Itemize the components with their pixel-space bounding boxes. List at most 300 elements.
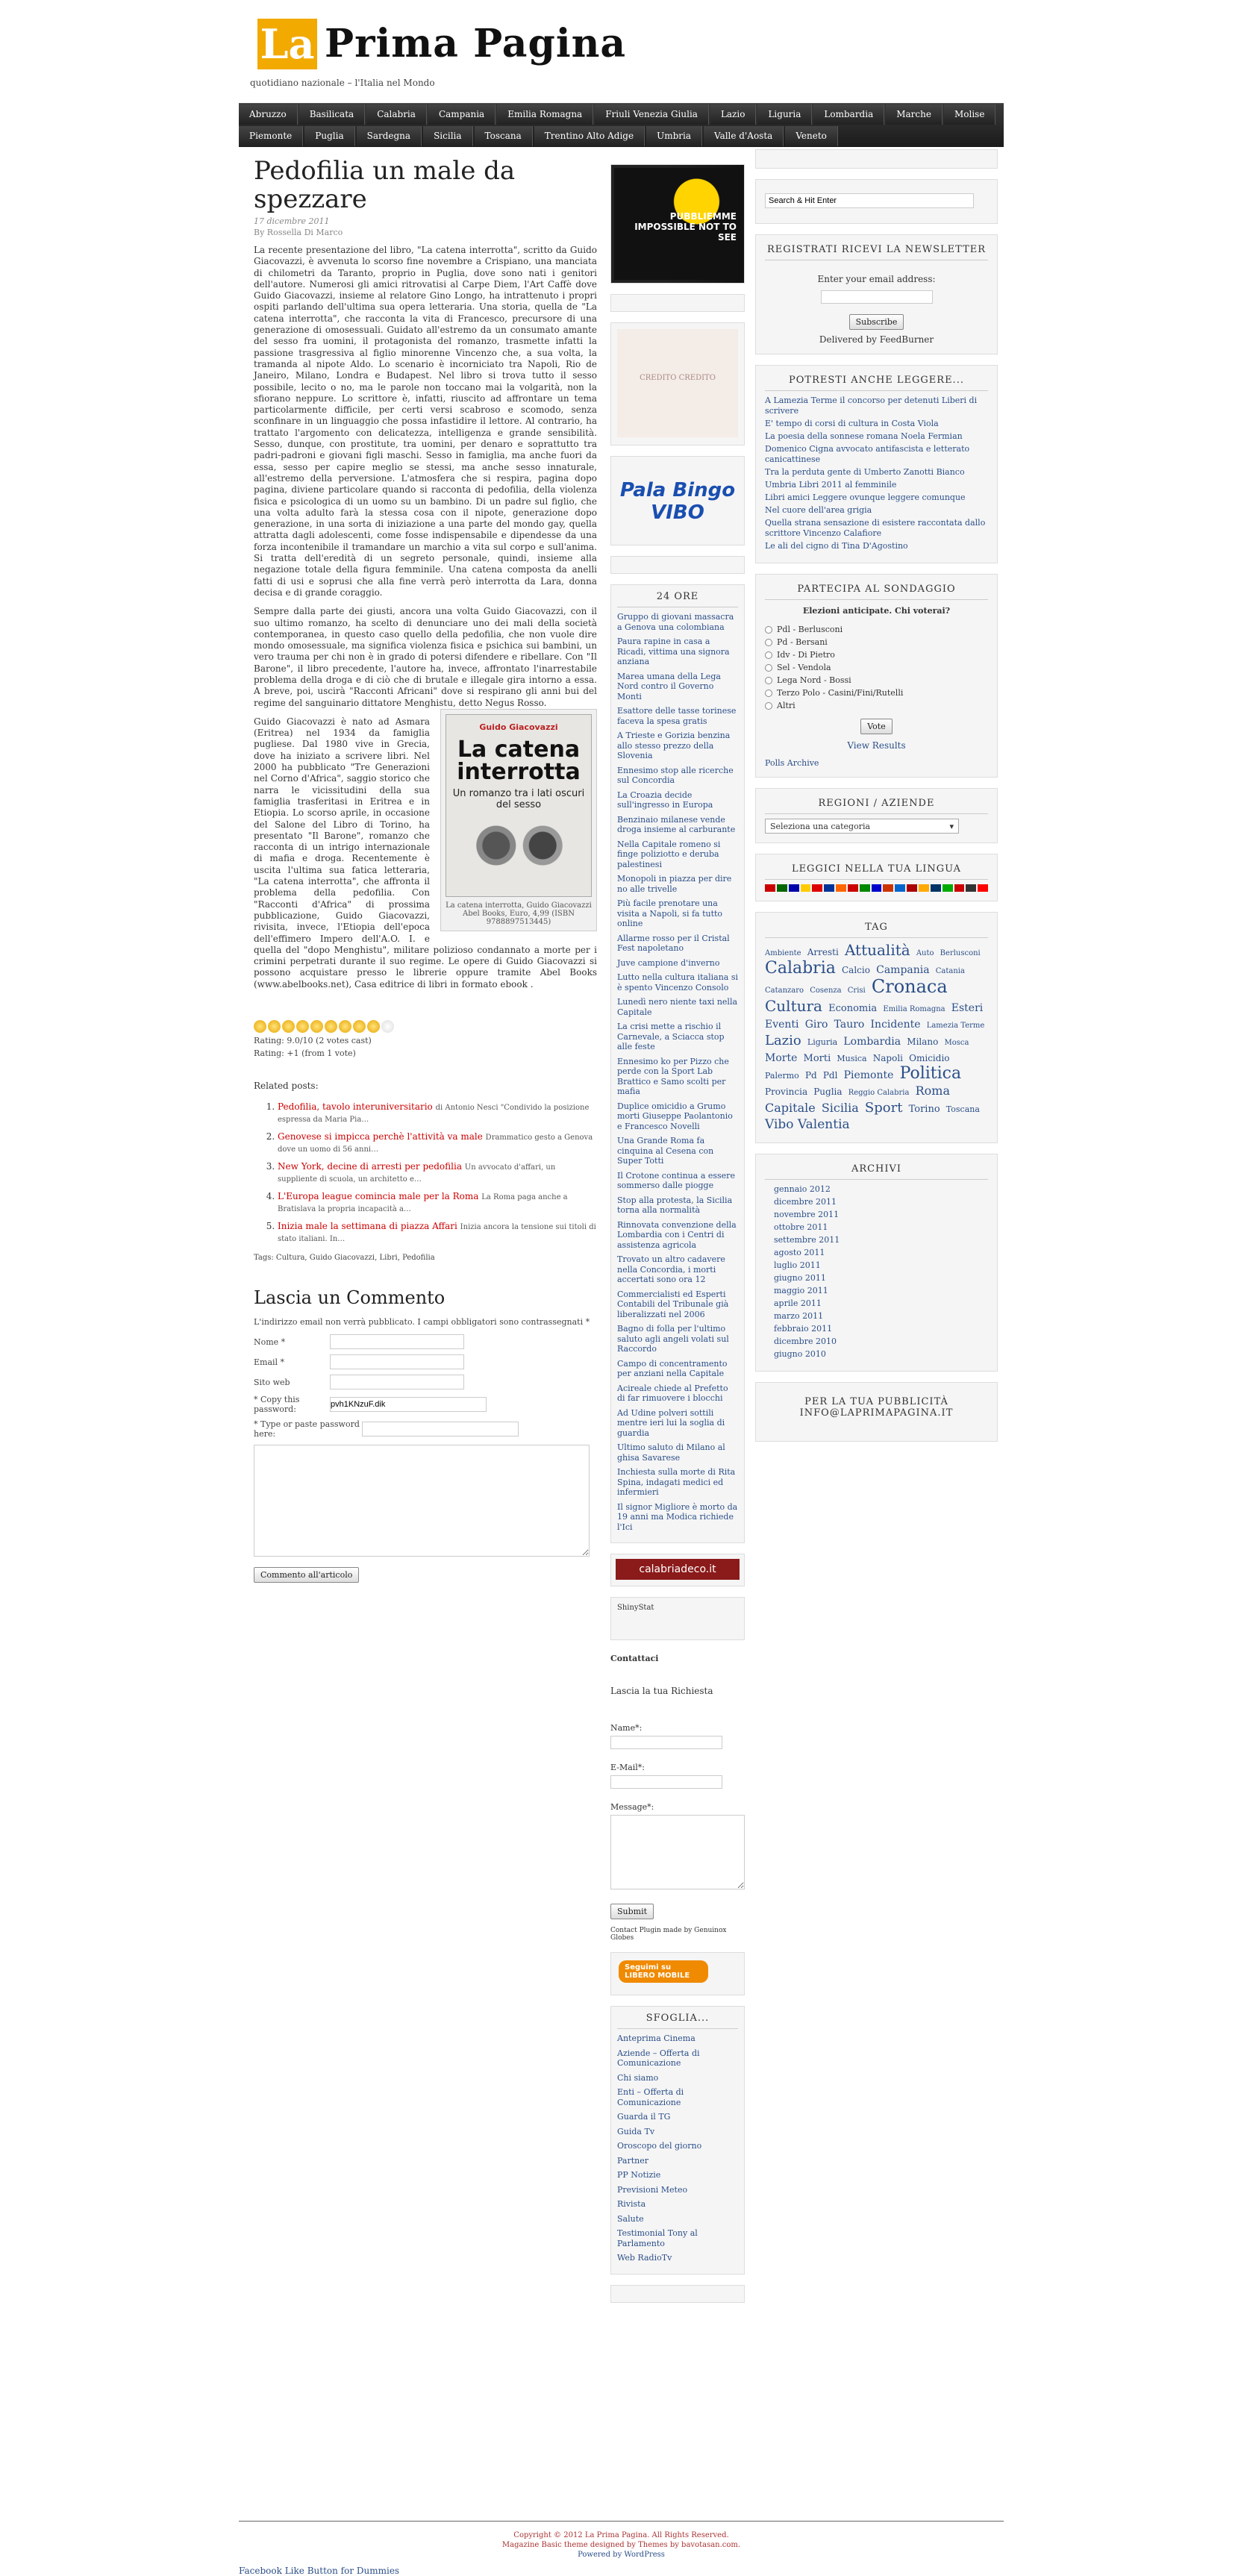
poll-option[interactable] (765, 688, 988, 698)
newsletter-title: REGISTRATI RICEVI LA NEWSLETTER (765, 244, 988, 260)
more-link[interactable]: Quella strana sensazione di esistere raccontata dallo scrittore Vincenzo Calafiore (765, 518, 986, 538)
tag-link[interactable]: Pd (804, 1070, 817, 1081)
news-item (617, 612, 738, 632)
news-link[interactable]: Trovato un altro cadavere nella Concordia, i morti accertati sono ora 12 (617, 1254, 725, 1284)
news-link[interactable]: Allarme rosso per il Cristal Fest napoletano (617, 933, 730, 953)
nav-item[interactable]: Lazio (710, 104, 757, 125)
news-link[interactable]: Esattore delle tasse torinese faceva la spesa gratis (617, 706, 737, 726)
book-cover-image (446, 714, 592, 897)
poll-option[interactable] (765, 637, 988, 648)
regions-select[interactable] (765, 819, 959, 834)
news-item (617, 934, 738, 954)
nav-item[interactable]: Valle d'Aosta (704, 126, 784, 146)
archive-link[interactable]: giugno 2011 (774, 1273, 826, 1283)
tag-link[interactable]: Palermo (765, 1071, 799, 1081)
news-item (617, 1467, 738, 1498)
flag-icon[interactable] (954, 884, 965, 892)
tag-link[interactable]: Berlusconi (940, 949, 981, 957)
language-widget (755, 854, 998, 901)
nav-item[interactable]: Friuli Venezia Giulia (595, 104, 709, 125)
search-input[interactable] (765, 193, 974, 208)
flag-icon[interactable] (931, 884, 941, 892)
tag-link[interactable]: Morte (765, 1052, 798, 1064)
related-item (278, 1161, 597, 1185)
more-item (765, 444, 988, 465)
more-item (765, 541, 988, 551)
tag-link[interactable]: Calcio (842, 965, 870, 975)
more-link[interactable]: Libri amici Leggere ovunque leggere comunque (765, 493, 966, 502)
news-link[interactable]: Stop alla protesta, la Sicilia torna alla normalità (617, 1195, 733, 1215)
shinystat-counter[interactable] (610, 1597, 745, 1640)
flag-icon[interactable] (777, 884, 787, 892)
browse-item (617, 2199, 738, 2210)
archive-link[interactable]: maggio 2011 (774, 1286, 828, 1295)
news-item (617, 997, 738, 1017)
tag-link[interactable]: Campania (876, 964, 930, 976)
flag-icon[interactable] (848, 884, 858, 892)
news-item (617, 1384, 738, 1404)
news-item (617, 1195, 738, 1216)
tag-link[interactable]: Cosenza (810, 987, 842, 995)
flag-icon[interactable] (872, 884, 882, 892)
star-icon[interactable] (339, 1020, 351, 1033)
flag-icon[interactable] (978, 884, 988, 892)
browse-link[interactable]: Testimonial Tony al Parlamento (617, 2228, 698, 2248)
star-icon[interactable] (296, 1020, 309, 1033)
name-input[interactable] (330, 1334, 464, 1349)
news-link[interactable]: Monopoli in piazza per dire no alle trivelle (617, 874, 732, 894)
poll-option[interactable] (765, 701, 988, 711)
contact-email-input[interactable] (610, 1775, 722, 1789)
tag-link[interactable]: Milano (907, 1037, 939, 1047)
archive-link[interactable]: gennaio 2012 (774, 1184, 831, 1194)
news-link[interactable]: A Trieste e Gorizia benzina allo stesso prezzo della Slovenia (617, 731, 731, 760)
browse-link[interactable]: PP Notizie (617, 2170, 661, 2180)
nav-item[interactable]: Umbria (646, 126, 702, 146)
tag-link[interactable]: Emilia Romagna (883, 1005, 945, 1013)
related-excerpt: Un avvocato d'affari, un suppliente di scuola, un architetto e… (278, 1163, 556, 1184)
more-link[interactable]: Tra la perduta gente di Umberto Zanotti Bianco (765, 467, 965, 477)
browse-link[interactable]: Guida Tv (617, 2126, 655, 2136)
flag-icon[interactable] (895, 884, 905, 892)
archive-link[interactable]: febbraio 2011 (774, 1324, 833, 1334)
related-item (278, 1101, 597, 1125)
site-logo[interactable] (257, 19, 626, 71)
related-link[interactable]: L'Europa league comincia male per la Roma (278, 1191, 479, 1201)
archive-item (774, 1210, 988, 1220)
browse-item (617, 2112, 738, 2122)
archive-link[interactable]: luglio 2011 (774, 1260, 821, 1270)
browse-item (617, 2087, 738, 2107)
archive-item (774, 1248, 988, 1258)
flag-icon[interactable] (801, 884, 811, 892)
nav-item[interactable]: Trentino Alto Adige (534, 126, 645, 146)
tag-link[interactable]: Eventi (765, 1019, 799, 1031)
archive-item (774, 1324, 988, 1334)
browse-link[interactable]: Oroscopo del giorno (617, 2141, 702, 2151)
footer (239, 2521, 1004, 2560)
browse-link[interactable]: Guarda il TG (617, 2112, 671, 2122)
poll-title: PARTECIPA AL SONDAGGIO (765, 584, 988, 600)
archive-item (774, 1235, 988, 1245)
nav-item[interactable]: Veneto (785, 126, 838, 146)
tag-link[interactable]: Arresti (807, 947, 839, 957)
submit-comment-button[interactable]: Commento all'articolo (254, 1567, 359, 1583)
right-sidebar (755, 149, 998, 1452)
more-link[interactable]: Umbria Libri 2011 al femminile (765, 480, 897, 490)
ad-calabriadeco[interactable] (610, 1554, 745, 1586)
news-link[interactable]: Inchiesta sulla morte di Rita Spina, indagati medici ed infermieri (617, 1467, 736, 1497)
nav-item[interactable]: Piemonte (239, 126, 303, 146)
news-item (617, 1101, 738, 1132)
news-link[interactable]: Commercialisti ed Esperti Contabili del Tribunale già liberalizzati nel 2006 (617, 1289, 729, 1319)
news-link[interactable]: Juve campione d'inverno (617, 957, 720, 968)
book-figure (440, 709, 597, 931)
password-input[interactable] (362, 1422, 519, 1437)
star-icon[interactable] (325, 1020, 337, 1033)
news-link[interactable]: Ennesimo ko per Pizzo che perde con la Sport Lab Brattico e Samo scolti per mafia (617, 1056, 729, 1096)
empty-widget (755, 149, 998, 169)
flag-icon[interactable] (943, 884, 953, 892)
nav-item[interactable]: Campania (428, 104, 496, 125)
star-icon[interactable] (310, 1020, 323, 1033)
news-link[interactable]: Campo di concentramento per anziani nella Capitale (617, 1358, 728, 1378)
more-item (765, 431, 988, 442)
archive-link[interactable]: settembre 2011 (774, 1235, 840, 1245)
related-excerpt: La Roma paga anche a Bratislava la propria incapacità a… (278, 1193, 568, 1213)
tag-link[interactable]: Mosca (944, 1039, 969, 1047)
browse-link[interactable]: Salute (617, 2213, 644, 2224)
contact-name-input[interactable] (610, 1736, 722, 1749)
star-icon[interactable] (353, 1020, 366, 1033)
tag-cloud-widget (755, 912, 998, 1143)
tag-link[interactable]: Roma (915, 1084, 950, 1098)
ad-credito[interactable] (610, 322, 745, 446)
news-item (617, 898, 738, 929)
regions-title: REGIONI / AZIENDE (765, 798, 988, 814)
star-icon[interactable] (367, 1020, 380, 1033)
archive-item (774, 1197, 988, 1207)
browse-item (617, 2214, 738, 2225)
news-link[interactable]: Marea umana della Lega Nord contro il Governo Monti (617, 671, 721, 701)
contact-sub: Lascia la tua Richiesta (610, 1686, 713, 1696)
logo-name: Prima Pagina (325, 21, 627, 66)
footer-copyright: Copyright © 2012 La Prima Pagina. All Rights Reserved. (513, 2531, 729, 2539)
news-link[interactable]: La Croazia decide sull'ingresso in Europa (617, 790, 713, 810)
tag-link[interactable]: Incidente (870, 1019, 921, 1031)
polls-archive-link[interactable]: Polls Archive (765, 758, 819, 768)
article-tags[interactable]: Tags: Cultura, Guido Giacovazzi, Libri, Pedofilia (254, 1254, 435, 1262)
book-title: La catena interrotta (457, 736, 581, 785)
newsletter-email-input[interactable] (821, 290, 933, 304)
facebook-like-link[interactable]: Facebook Like Button for Dummies (239, 2566, 400, 2576)
news-item (617, 1136, 738, 1166)
news-link[interactable]: Bagno di folla per l'ultimo saluto agli angeli volati sul Raccordo (617, 1324, 729, 1354)
flag-icon[interactable] (765, 884, 775, 892)
email-input[interactable] (330, 1354, 464, 1369)
tag-link[interactable]: Capitale (765, 1101, 816, 1115)
tag-link[interactable]: Morti (803, 1053, 831, 1064)
article-title: Pedofilia un male da spezzare (254, 156, 516, 214)
tag-link[interactable]: Crisi (847, 987, 866, 995)
news-link[interactable]: Ennesimo stop alle ricerche sul Concordia (617, 765, 734, 785)
related-link[interactable]: Inizia male la settimana di piazza Affari (278, 1221, 457, 1231)
news-link[interactable]: Gruppo di giovani massacra a Genova una colombiana (617, 612, 734, 632)
view-results-link[interactable]: View Results (847, 740, 906, 751)
tag-link[interactable]: Reggio Calabria (848, 1089, 910, 1097)
news-link[interactable]: Benzinaio milanese vende droga insieme al carburante (617, 814, 736, 834)
more-link[interactable]: E' tempo di corsi di cultura in Costa Viola (765, 419, 939, 428)
middle-sidebar (610, 164, 745, 2313)
chevron-down-icon: ▾ (949, 822, 954, 831)
news-link[interactable]: Lutto nella cultura italiana si è spento Vincenzo Consolo (617, 972, 739, 992)
archive-link[interactable]: giugno 2010 (774, 1349, 826, 1359)
tag-link[interactable]: Catania (935, 967, 965, 975)
news-link[interactable]: Lunedì nero niente taxi nella Capitale (617, 997, 738, 1017)
news-link[interactable]: Il signor Migliore è morto da 19 anni ma Modica richiede l'Ici (617, 1501, 738, 1532)
tag-link[interactable]: Catanzaro (765, 987, 804, 995)
flag-icon[interactable] (824, 884, 834, 892)
tag-link[interactable]: Musica (837, 1054, 867, 1063)
tag-link[interactable]: Tauro (834, 1019, 865, 1031)
poll-option[interactable] (765, 650, 988, 660)
radio-icon[interactable] (765, 677, 772, 684)
news-link[interactable]: Duplice omicidio a Grumo morti Giuseppe Paolantonio e Francesco Novelli (617, 1101, 733, 1131)
news-item (617, 1022, 738, 1052)
contact-message-input[interactable] (610, 1815, 745, 1889)
tag-link[interactable]: Politica (899, 1064, 962, 1083)
tag-link[interactable]: Giro (804, 1019, 828, 1031)
tag-link[interactable]: Sicilia (821, 1101, 859, 1115)
browse-item (617, 2228, 738, 2248)
book-author: Guido Giacovazzi (479, 722, 558, 732)
news-link[interactable]: Il Crotone continua a essere sommerso dalle piogge (617, 1170, 735, 1190)
browse-link[interactable]: Previsioni Meteo (617, 2184, 688, 2195)
archive-link[interactable]: aprile 2011 (774, 1298, 822, 1308)
poll-option-label: Sel - Vendola (777, 663, 831, 672)
news-item (617, 672, 738, 702)
tag-link[interactable]: Lazio (765, 1033, 801, 1048)
star-icon[interactable] (254, 1020, 266, 1033)
banner-text: Seguimi su LIBERO MOBILE (619, 1960, 708, 1983)
browse-link[interactable]: Aziende – Offerta di Comunicazione (617, 2048, 700, 2068)
tag-link[interactable]: Lamezia Terme (926, 1022, 985, 1030)
star-icon[interactable] (268, 1020, 281, 1033)
nav-item[interactable]: Emilia Romagna (497, 104, 593, 125)
language-title: LEGGICI NELLA TUA LINGUA (765, 863, 988, 880)
site-input[interactable] (330, 1375, 464, 1389)
news-link[interactable]: Una Grande Roma fa cinquina al Cesena con Super Totti (617, 1136, 714, 1166)
tag-link[interactable]: Ambiente (765, 949, 801, 957)
more-item (765, 480, 988, 490)
poll-option[interactable] (765, 663, 988, 673)
type-label: * Type or paste password here: (254, 1419, 360, 1439)
flag-icon[interactable] (836, 884, 846, 892)
archive-item (774, 1337, 988, 1347)
nav-item[interactable]: Puglia (304, 126, 354, 146)
nav-item[interactable]: Sardegna (357, 126, 422, 146)
nav-item[interactable]: Marche (886, 104, 943, 125)
nav-item[interactable]: Sicilia (423, 126, 472, 146)
browse-link[interactable]: Rivista (617, 2199, 646, 2209)
news-link[interactable]: Ad Udine polveri sottili mentre ieri lui la soglia di guardia (617, 1407, 725, 1438)
nav-item[interactable]: Calabria (366, 104, 427, 125)
archive-link[interactable]: novembre 2011 (774, 1210, 840, 1219)
shinystat-label: ShinyStat (617, 1604, 654, 1612)
more-link[interactable]: Nel cuore dell'area grigia (765, 505, 872, 515)
empty-widget (610, 294, 745, 312)
archive-link[interactable]: agosto 2011 (774, 1248, 825, 1257)
tag-link[interactable]: Napoli (872, 1053, 904, 1063)
news-link[interactable]: La crisi mette a rischio il Carnevale, a Sciacca stop alle feste (617, 1022, 725, 1051)
contact-form (610, 1651, 745, 1945)
nav-item[interactable]: Molise (944, 104, 995, 125)
related-excerpt: Drammatico gesto a Genova dove un uomo di 56 anni… (278, 1134, 593, 1154)
tag-link[interactable]: Economia (828, 1003, 878, 1014)
delivered-by[interactable]: Delivered by FeedBurner (819, 334, 934, 345)
article-paragraph: Sempre dalla parte dei giusti, ancora una volta Guido Giacovazzi, con il suo ultimo romanzo, ha scelto di denunciare uno dei mali della società contemporanea, in questo caso quello della pedofilia, che non vuole dire mondo omosessuale, ma significa violenza fisica e psichica sui bambini, un vero trauma per chi non è in grado di potersi difendere e ribellare. Con "Il Barone", il libro precedente, l'autore ha, invece, affrontato l'inarrestabile problema della droga e di ciò che di brutale e illegale gira intorno a essa. A breve, poi, uscirà "Racconti Africani" dove si respirano gli anni bui del regime del sanguinario dittatore Menghistu, detto Negus Rosso. (254, 606, 597, 708)
tag-link[interactable]: Piemonte (843, 1069, 894, 1081)
radio-icon[interactable] (765, 651, 772, 659)
poll-option[interactable] (765, 675, 988, 686)
news-link[interactable]: Nella Capitale romeno si finge poliziotto e deruba palestinesi (617, 839, 721, 869)
contact-title: Contattaci (610, 1654, 659, 1663)
site-label: Sito web (254, 1377, 290, 1387)
more-item (765, 396, 988, 416)
browse-link[interactable]: Web RadioTv (617, 2253, 672, 2263)
star-icon[interactable] (381, 1020, 394, 1033)
tag-link[interactable]: Cronaca (871, 976, 948, 997)
main-nav (239, 103, 1004, 147)
tag-link[interactable]: Provincia (765, 1087, 808, 1097)
nav-item[interactable]: Liguria (757, 104, 812, 125)
tag-link[interactable]: Omicidio (909, 1053, 950, 1063)
nav-item[interactable]: Abruzzo (239, 104, 298, 125)
tag-link[interactable]: Lombardia (843, 1036, 901, 1048)
nav-item[interactable]: Toscana (475, 126, 533, 146)
browse-title: SFOGLIA... (617, 2013, 738, 2029)
flag-icon[interactable] (883, 884, 893, 892)
news-link[interactable]: Rinnovata convenzione della Lombardia con i Centri di assistenza agricola (617, 1219, 737, 1250)
news-item (617, 1408, 738, 1439)
article-author[interactable]: By Rossella Di Marco (254, 228, 343, 237)
more-link[interactable]: Le ali del cigno di Tina D'Agostino (765, 541, 908, 551)
regions-widget (755, 788, 998, 843)
browse-item (617, 2127, 738, 2137)
vote-button[interactable]: Vote (860, 719, 893, 734)
news-link[interactable]: Più facile prenotare una visita a Napoli, si fa tutto online (617, 898, 723, 928)
archive-widget (755, 1154, 998, 1372)
radio-icon[interactable] (765, 702, 772, 710)
archive-link[interactable]: ottobre 2011 (774, 1222, 828, 1232)
archive-item (774, 1298, 988, 1309)
flag-icon[interactable] (789, 884, 799, 892)
browse-link[interactable]: Anteprima Cinema (617, 2033, 695, 2043)
ad-pubblieemme[interactable] (610, 164, 745, 284)
tag-link[interactable]: Pdl (822, 1070, 838, 1081)
tag-link[interactable]: Attualità (844, 941, 910, 959)
radio-icon[interactable] (765, 626, 772, 634)
archive-item (774, 1286, 988, 1296)
news-link[interactable]: Paura rapine in casa a Ricadi, vittima una signora anziana (617, 637, 730, 666)
flag-icon[interactable] (812, 884, 822, 892)
radio-icon[interactable] (765, 664, 772, 672)
related-link[interactable]: Pedofilia, tavolo interuniversitario (278, 1101, 433, 1112)
flag-icon[interactable] (966, 884, 976, 892)
poll-option-label: Pd - Bersani (777, 637, 828, 647)
browse-link[interactable]: Partner (617, 2155, 648, 2166)
contact-submit-button[interactable]: Submit (610, 1904, 654, 1919)
tag-link[interactable]: Auto (916, 949, 934, 957)
related-item (278, 1191, 597, 1215)
flag-icon[interactable] (907, 884, 917, 892)
related-link[interactable]: New York, decine di arresti per pedofilia (278, 1161, 462, 1172)
subscribe-button[interactable]: Subscribe (849, 314, 904, 330)
more-link[interactable]: A Lamezia Terme il concorso per detenuti Liberi di scrivere (765, 396, 978, 416)
star-icon[interactable] (282, 1020, 295, 1033)
news-item (617, 958, 738, 969)
banner-text: PUBBLIEMME IMPOSSIBLE NOT TO SEE (614, 168, 741, 280)
tag-link[interactable]: Esteri (951, 1002, 984, 1014)
archive-link[interactable]: marzo 2011 (774, 1311, 824, 1321)
tag-link[interactable]: Puglia (813, 1087, 843, 1097)
news-link[interactable]: Ultimo saluto di Milano al ghisa Savarese (617, 1442, 725, 1463)
browse-link[interactable]: Chi siamo (617, 2072, 659, 2083)
password-display[interactable] (330, 1397, 487, 1412)
tag-link[interactable]: Sport (864, 1100, 903, 1116)
nav-item[interactable]: Basilicata (299, 104, 366, 125)
comment-textarea[interactable] (254, 1445, 590, 1557)
archive-link[interactable]: dicembre 2010 (774, 1337, 837, 1346)
ad-libero[interactable] (610, 1952, 745, 1995)
archive-item (774, 1260, 988, 1271)
archive-item (774, 1349, 988, 1360)
browse-item (617, 2033, 738, 2044)
tag-link[interactable]: Toscana (945, 1104, 980, 1114)
flag-icon[interactable] (860, 884, 870, 892)
more-link[interactable]: La poesia della sonnese romana Noela Fermian (765, 431, 963, 441)
banner-text: CREDITO CREDITO (617, 329, 738, 437)
archive-link[interactable]: dicembre 2011 (774, 1197, 837, 1207)
related-link[interactable]: Genovese si impicca perchè l'attività va male (278, 1131, 483, 1142)
news-item (617, 1324, 738, 1354)
radio-icon[interactable] (765, 639, 772, 646)
news-link[interactable]: Acireale chiede al Prefetto di far rimuovere i blocchi (617, 1383, 728, 1403)
news-item (617, 706, 738, 726)
nav-item[interactable]: Lombardia (813, 104, 884, 125)
news-item (617, 972, 738, 992)
related-excerpt: Inizia ancora la tensione sui titoli di stato italiani. In… (278, 1223, 596, 1243)
poll-question: Elezioni anticipate. Chi voterai? (802, 606, 951, 616)
ad-palabingo[interactable] (610, 456, 745, 545)
flag-icon[interactable] (919, 884, 929, 892)
tag-link[interactable]: Cultura (765, 997, 822, 1015)
article (254, 157, 597, 1583)
footer-theme[interactable]: Magazine Basic theme designed by Themes by bavotasan.com. (501, 2541, 741, 2549)
footer-powered[interactable]: Powered by WordPress (578, 2551, 665, 2559)
tag-link[interactable]: Vibo Valentia (765, 1117, 850, 1132)
poll-option[interactable] (765, 625, 988, 635)
tag-link[interactable]: Liguria (807, 1037, 838, 1047)
browse-link[interactable]: Enti – Offerta di Comunicazione (617, 2087, 684, 2107)
browse-widget (610, 2006, 745, 2275)
star-rating[interactable] (254, 1020, 597, 1033)
tag-link[interactable]: Calabria (765, 959, 836, 978)
tag-link[interactable]: Torino (908, 1104, 940, 1115)
more-link[interactable]: Domenico Cigna avvocato antifascista e letterato canicattinese (765, 444, 970, 464)
radio-icon[interactable] (765, 690, 772, 697)
contact-email-label: E-Mail*: (610, 1763, 645, 1772)
